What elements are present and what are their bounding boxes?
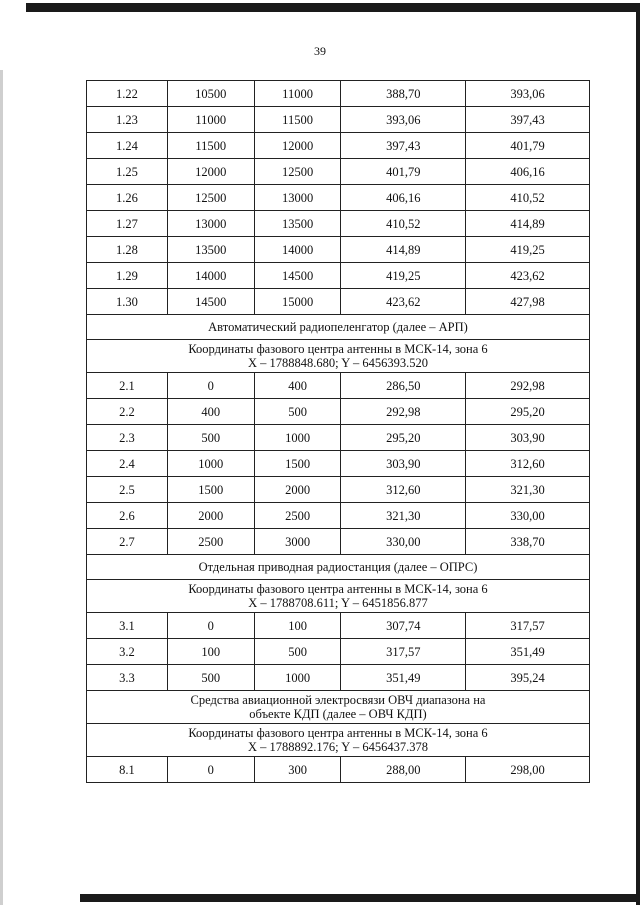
row-number-cell: 2.5 xyxy=(87,477,168,503)
range-from-cell: 2500 xyxy=(167,529,254,555)
range-to-cell: 500 xyxy=(254,639,341,665)
range-from-cell: 500 xyxy=(167,665,254,691)
value-from-cell: 351,49 xyxy=(341,665,466,691)
data-table xyxy=(86,80,590,783)
row-number-cell: 1.28 xyxy=(87,237,168,263)
table-row xyxy=(87,757,590,783)
range-to-cell: 1000 xyxy=(254,665,341,691)
table-row xyxy=(87,373,590,399)
value-to-cell: 295,20 xyxy=(466,399,590,425)
table-row xyxy=(87,425,590,451)
range-from-cell: 14000 xyxy=(167,263,254,289)
table-row xyxy=(87,639,590,665)
table-body xyxy=(87,81,590,783)
value-from-cell: 401,79 xyxy=(341,159,466,185)
value-from-cell: 388,70 xyxy=(341,81,466,107)
row-number-cell: 1.22 xyxy=(87,81,168,107)
table-row xyxy=(87,81,590,107)
table-row xyxy=(87,503,590,529)
value-to-cell: 298,00 xyxy=(466,757,590,783)
row-number-cell: 2.7 xyxy=(87,529,168,555)
value-from-cell: 397,43 xyxy=(341,133,466,159)
section-header-row xyxy=(87,691,590,724)
section-header-line: X – 1788708.611; Y – 6451856.877 xyxy=(248,596,428,610)
value-from-cell: 406,16 xyxy=(341,185,466,211)
range-from-cell: 12500 xyxy=(167,185,254,211)
range-from-cell: 0 xyxy=(167,373,254,399)
row-number-cell: 1.24 xyxy=(87,133,168,159)
range-from-cell: 500 xyxy=(167,425,254,451)
section-header-row xyxy=(87,580,590,613)
section-header-cell xyxy=(87,555,590,580)
section-header-row xyxy=(87,340,590,373)
section-header-line: объекте КДП (далее – ОВЧ КДП) xyxy=(249,707,427,721)
table-row xyxy=(87,451,590,477)
range-to-cell: 13500 xyxy=(254,211,341,237)
range-to-cell: 14500 xyxy=(254,263,341,289)
row-number-cell: 1.25 xyxy=(87,159,168,185)
range-to-cell: 400 xyxy=(254,373,341,399)
value-from-cell: 414,89 xyxy=(341,237,466,263)
value-to-cell: 401,79 xyxy=(466,133,590,159)
table-row xyxy=(87,477,590,503)
range-to-cell: 300 xyxy=(254,757,341,783)
value-from-cell: 303,90 xyxy=(341,451,466,477)
range-to-cell: 500 xyxy=(254,399,341,425)
table-row xyxy=(87,159,590,185)
section-header-line: Средства авиационной электросвязи ОВЧ диапазона на xyxy=(190,693,486,707)
section-header-line: Автоматический радиопеленгатор (далее – АРП) xyxy=(208,320,468,334)
range-to-cell: 2000 xyxy=(254,477,341,503)
value-to-cell: 351,49 xyxy=(466,639,590,665)
table-row xyxy=(87,237,590,263)
section-header-row xyxy=(87,555,590,580)
range-to-cell: 100 xyxy=(254,613,341,639)
value-from-cell: 423,62 xyxy=(341,289,466,315)
range-from-cell: 1000 xyxy=(167,451,254,477)
range-from-cell: 1500 xyxy=(167,477,254,503)
section-header-cell xyxy=(87,315,590,340)
range-to-cell: 2500 xyxy=(254,503,341,529)
range-to-cell: 11000 xyxy=(254,81,341,107)
section-header-cell xyxy=(87,580,590,613)
range-to-cell: 1000 xyxy=(254,425,341,451)
range-from-cell: 0 xyxy=(167,757,254,783)
value-from-cell: 317,57 xyxy=(341,639,466,665)
table-row xyxy=(87,529,590,555)
row-number-cell: 1.23 xyxy=(87,107,168,133)
value-from-cell: 410,52 xyxy=(341,211,466,237)
table-row xyxy=(87,263,590,289)
value-to-cell: 321,30 xyxy=(466,477,590,503)
table-row xyxy=(87,289,590,315)
range-to-cell: 12500 xyxy=(254,159,341,185)
range-from-cell: 11000 xyxy=(167,107,254,133)
row-number-cell: 1.27 xyxy=(87,211,168,237)
table-row xyxy=(87,399,590,425)
page-number: 39 xyxy=(314,44,326,58)
table-row xyxy=(87,211,590,237)
range-to-cell: 11500 xyxy=(254,107,341,133)
value-to-cell: 303,90 xyxy=(466,425,590,451)
table-row xyxy=(87,185,590,211)
value-to-cell: 427,98 xyxy=(466,289,590,315)
table-row xyxy=(87,665,590,691)
value-to-cell: 419,25 xyxy=(466,237,590,263)
row-number-cell: 8.1 xyxy=(87,757,168,783)
range-from-cell: 400 xyxy=(167,399,254,425)
section-header-row xyxy=(87,724,590,757)
range-from-cell: 14500 xyxy=(167,289,254,315)
section-header-line: X – 1788892.176; Y – 6456437.378 xyxy=(248,740,428,754)
scan-edge-right xyxy=(636,3,640,905)
range-from-cell: 11500 xyxy=(167,133,254,159)
range-from-cell: 13500 xyxy=(167,237,254,263)
range-to-cell: 13000 xyxy=(254,185,341,211)
section-header-cell xyxy=(87,691,590,724)
value-to-cell: 395,24 xyxy=(466,665,590,691)
value-to-cell: 292,98 xyxy=(466,373,590,399)
value-to-cell: 317,57 xyxy=(466,613,590,639)
value-from-cell: 419,25 xyxy=(341,263,466,289)
section-header-line: Координаты фазового центра антенны в МСК-14, зона 6 xyxy=(188,582,488,596)
value-from-cell: 292,98 xyxy=(341,399,466,425)
value-from-cell: 295,20 xyxy=(341,425,466,451)
range-from-cell: 13000 xyxy=(167,211,254,237)
section-header-line: Координаты фазового центра антенны в МСК-14, зона 6 xyxy=(188,342,488,356)
row-number-cell: 1.29 xyxy=(87,263,168,289)
scan-edge-top xyxy=(26,3,640,12)
value-to-cell: 406,16 xyxy=(466,159,590,185)
section-header-line: Координаты фазового центра антенны в МСК-14, зона 6 xyxy=(188,726,488,740)
value-from-cell: 330,00 xyxy=(341,529,466,555)
section-header-row xyxy=(87,315,590,340)
range-to-cell: 3000 xyxy=(254,529,341,555)
value-to-cell: 312,60 xyxy=(466,451,590,477)
row-number-cell: 1.30 xyxy=(87,289,168,315)
range-from-cell: 100 xyxy=(167,639,254,665)
value-from-cell: 321,30 xyxy=(341,503,466,529)
value-from-cell: 312,60 xyxy=(341,477,466,503)
row-number-cell: 3.2 xyxy=(87,639,168,665)
value-from-cell: 307,74 xyxy=(341,613,466,639)
range-to-cell: 1500 xyxy=(254,451,341,477)
range-to-cell: 15000 xyxy=(254,289,341,315)
value-from-cell: 393,06 xyxy=(341,107,466,133)
row-number-cell: 2.4 xyxy=(87,451,168,477)
value-to-cell: 338,70 xyxy=(466,529,590,555)
section-header-line: Отдельная приводная радиостанция (далее – ОПРС) xyxy=(198,560,478,574)
value-to-cell: 414,89 xyxy=(466,211,590,237)
range-from-cell: 12000 xyxy=(167,159,254,185)
table-row xyxy=(87,613,590,639)
section-header-line: X – 1788848.680; Y – 6456393.520 xyxy=(248,356,428,370)
range-to-cell: 12000 xyxy=(254,133,341,159)
row-number-cell: 3.1 xyxy=(87,613,168,639)
row-number-cell: 2.6 xyxy=(87,503,168,529)
section-header-cell xyxy=(87,724,590,757)
value-from-cell: 288,00 xyxy=(341,757,466,783)
row-number-cell: 2.1 xyxy=(87,373,168,399)
row-number-cell: 2.2 xyxy=(87,399,168,425)
table-row xyxy=(87,133,590,159)
row-number-cell: 2.3 xyxy=(87,425,168,451)
scan-edge-bottom xyxy=(80,894,636,902)
value-to-cell: 393,06 xyxy=(466,81,590,107)
row-number-cell: 3.3 xyxy=(87,665,168,691)
range-from-cell: 10500 xyxy=(167,81,254,107)
range-from-cell: 0 xyxy=(167,613,254,639)
range-to-cell: 14000 xyxy=(254,237,341,263)
range-from-cell: 2000 xyxy=(167,503,254,529)
value-from-cell: 286,50 xyxy=(341,373,466,399)
scan-edge-left xyxy=(0,70,3,905)
table-row xyxy=(87,107,590,133)
value-to-cell: 330,00 xyxy=(466,503,590,529)
value-to-cell: 423,62 xyxy=(466,263,590,289)
section-header-cell xyxy=(87,340,590,373)
value-to-cell: 397,43 xyxy=(466,107,590,133)
value-to-cell: 410,52 xyxy=(466,185,590,211)
row-number-cell: 1.26 xyxy=(87,185,168,211)
